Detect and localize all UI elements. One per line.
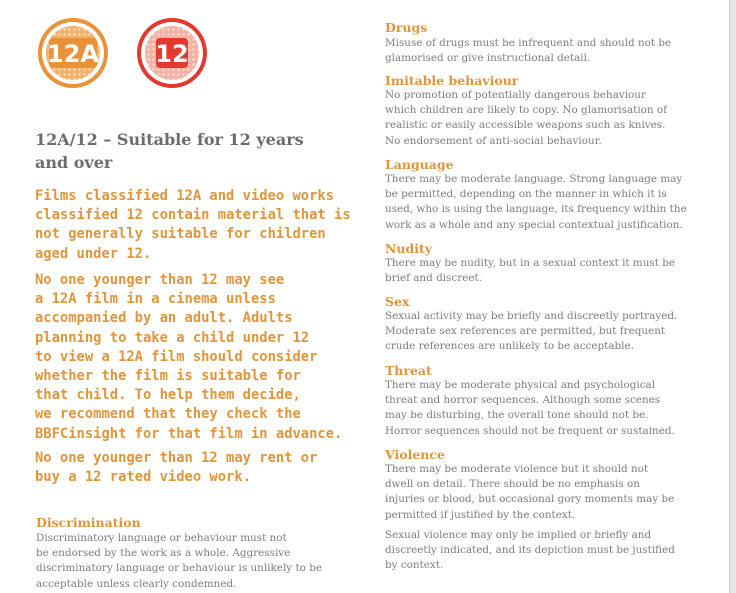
body-line: Horror sequences should not be frequent or sustained. [385, 424, 675, 437]
body-line: which children are likely to copy. No glamorisation of [385, 104, 667, 117]
rating-12a-logo [37, 17, 109, 89]
section-body-nudity [385, 256, 705, 286]
body-line: be endorsed by the work as a whole. Aggressive [36, 547, 291, 560]
section-title-discrimination: Discrimination [36, 515, 141, 530]
section-title-nudity: Nudity [385, 241, 433, 256]
body-line: Moderate sex references are permitted, but frequent [385, 325, 666, 338]
intro-line: Films classified 12A and video works [35, 188, 335, 204]
section-title-threat: Threat [385, 363, 432, 378]
intro-line: No one younger than 12 may see [35, 272, 285, 288]
body-line: be permitted, depending on the manner in which it is [385, 188, 667, 201]
intro-line: buy a 12 rated video work. [35, 469, 251, 486]
section-body-imitable-behaviour [385, 88, 705, 149]
section-title-sex: Sex [385, 294, 410, 309]
section-body-language [385, 172, 705, 233]
intro-line: classified 12 contain material that is [35, 207, 351, 224]
body-line: dwell on detail. There should be no emphasis on [385, 478, 640, 491]
intro-line: planning to take a child under 12 [35, 329, 310, 346]
intro-line: a 12A film in a cinema unless [35, 291, 276, 308]
body-line: glamorised or give instructional detail. [385, 52, 591, 65]
intro-line: that child. To help them decide, [35, 387, 301, 404]
intro-line: whether the film is suitable for [35, 368, 301, 385]
body-line: by context. [385, 559, 444, 572]
section-title-violence: Violence [385, 447, 445, 462]
section-body-sex [385, 309, 705, 355]
body-line: work as a whole and any special contextual justification. [385, 218, 683, 231]
body-line: No promotion of potentially dangerous behaviour [385, 89, 646, 101]
body-line: used, who is using the language, its frequency within the [385, 203, 687, 216]
intro-line: aged under 12. [35, 245, 152, 262]
page-title [35, 128, 335, 174]
intro-paragraph-classification [35, 187, 355, 264]
section-title-language: Language [385, 157, 454, 172]
page-title-line: and over [35, 153, 113, 172]
rating-12a-label: 12A [47, 40, 99, 68]
body-line: discriminatory language or behaviour is unlikely to be [36, 562, 322, 575]
intro-line: accompanied by an adult. Adults [35, 310, 293, 327]
rating-12-label: 12 [155, 40, 189, 68]
body-line: acceptable unless clearly condemned. [36, 577, 237, 590]
body-line: Sexual activity may be briefly and discreetly portrayed. [385, 310, 678, 322]
body-line: crude references are unlikely to be acceptable. [385, 340, 634, 353]
rating-12-logo [136, 17, 208, 89]
intro-line: No one younger than 12 may rent or [35, 450, 318, 466]
body-line: threat and horror sequences. Although some scenes [385, 394, 661, 407]
intro-line: to view a 12A film should consider [35, 348, 318, 365]
intro-paragraph-rental [35, 449, 355, 487]
body-line: realistic or easily accessible weapons such as knives. [385, 119, 666, 132]
body-line: discreetly indicated, and its depiction must be justified [385, 544, 675, 557]
body-line: brief and discreet. [385, 272, 482, 285]
page-edge [729, 0, 736, 593]
intro-line: we recommend that they check the [35, 406, 301, 423]
body-line: Discriminatory language or behaviour must not [36, 532, 287, 544]
body-line: may be disturbing, the overall tone should not be. [385, 409, 649, 422]
section-body-discrimination [36, 531, 356, 592]
intro-line: not generally suitable for children [35, 226, 326, 243]
body-line: No endorsement of anti-social behaviour. [385, 134, 602, 147]
body-line: There may be moderate language. Strong language may [385, 173, 683, 185]
section-title-drugs: Drugs [385, 20, 428, 35]
body-line: injuries or blood, but occasional gory moments may be [385, 493, 675, 506]
page-title-line: 12A/12 – Suitable for 12 years [35, 130, 304, 149]
section-body-drugs [385, 36, 705, 66]
body-line: Misuse of drugs must be infrequent and should not be [385, 37, 672, 49]
intro-line: BBFCinsight for that film in advance. [35, 425, 343, 442]
body-line: There may be nudity, but in a sexual context it must be [385, 257, 676, 269]
section-body-violence [385, 462, 705, 523]
body-line: Sexual violence may only be implied or briefly and [385, 529, 652, 541]
body-line: There may be moderate physical and psychological [385, 379, 656, 391]
body-line: There may be moderate violence but it should not [385, 463, 649, 475]
intro-paragraph-cinema [35, 271, 355, 444]
body-line: permitted if justified by the context. [385, 508, 576, 521]
section-body-sexual-violence [385, 528, 705, 574]
section-body-threat [385, 378, 705, 439]
section-title-imitable-behaviour: Imitable behaviour [385, 73, 519, 88]
